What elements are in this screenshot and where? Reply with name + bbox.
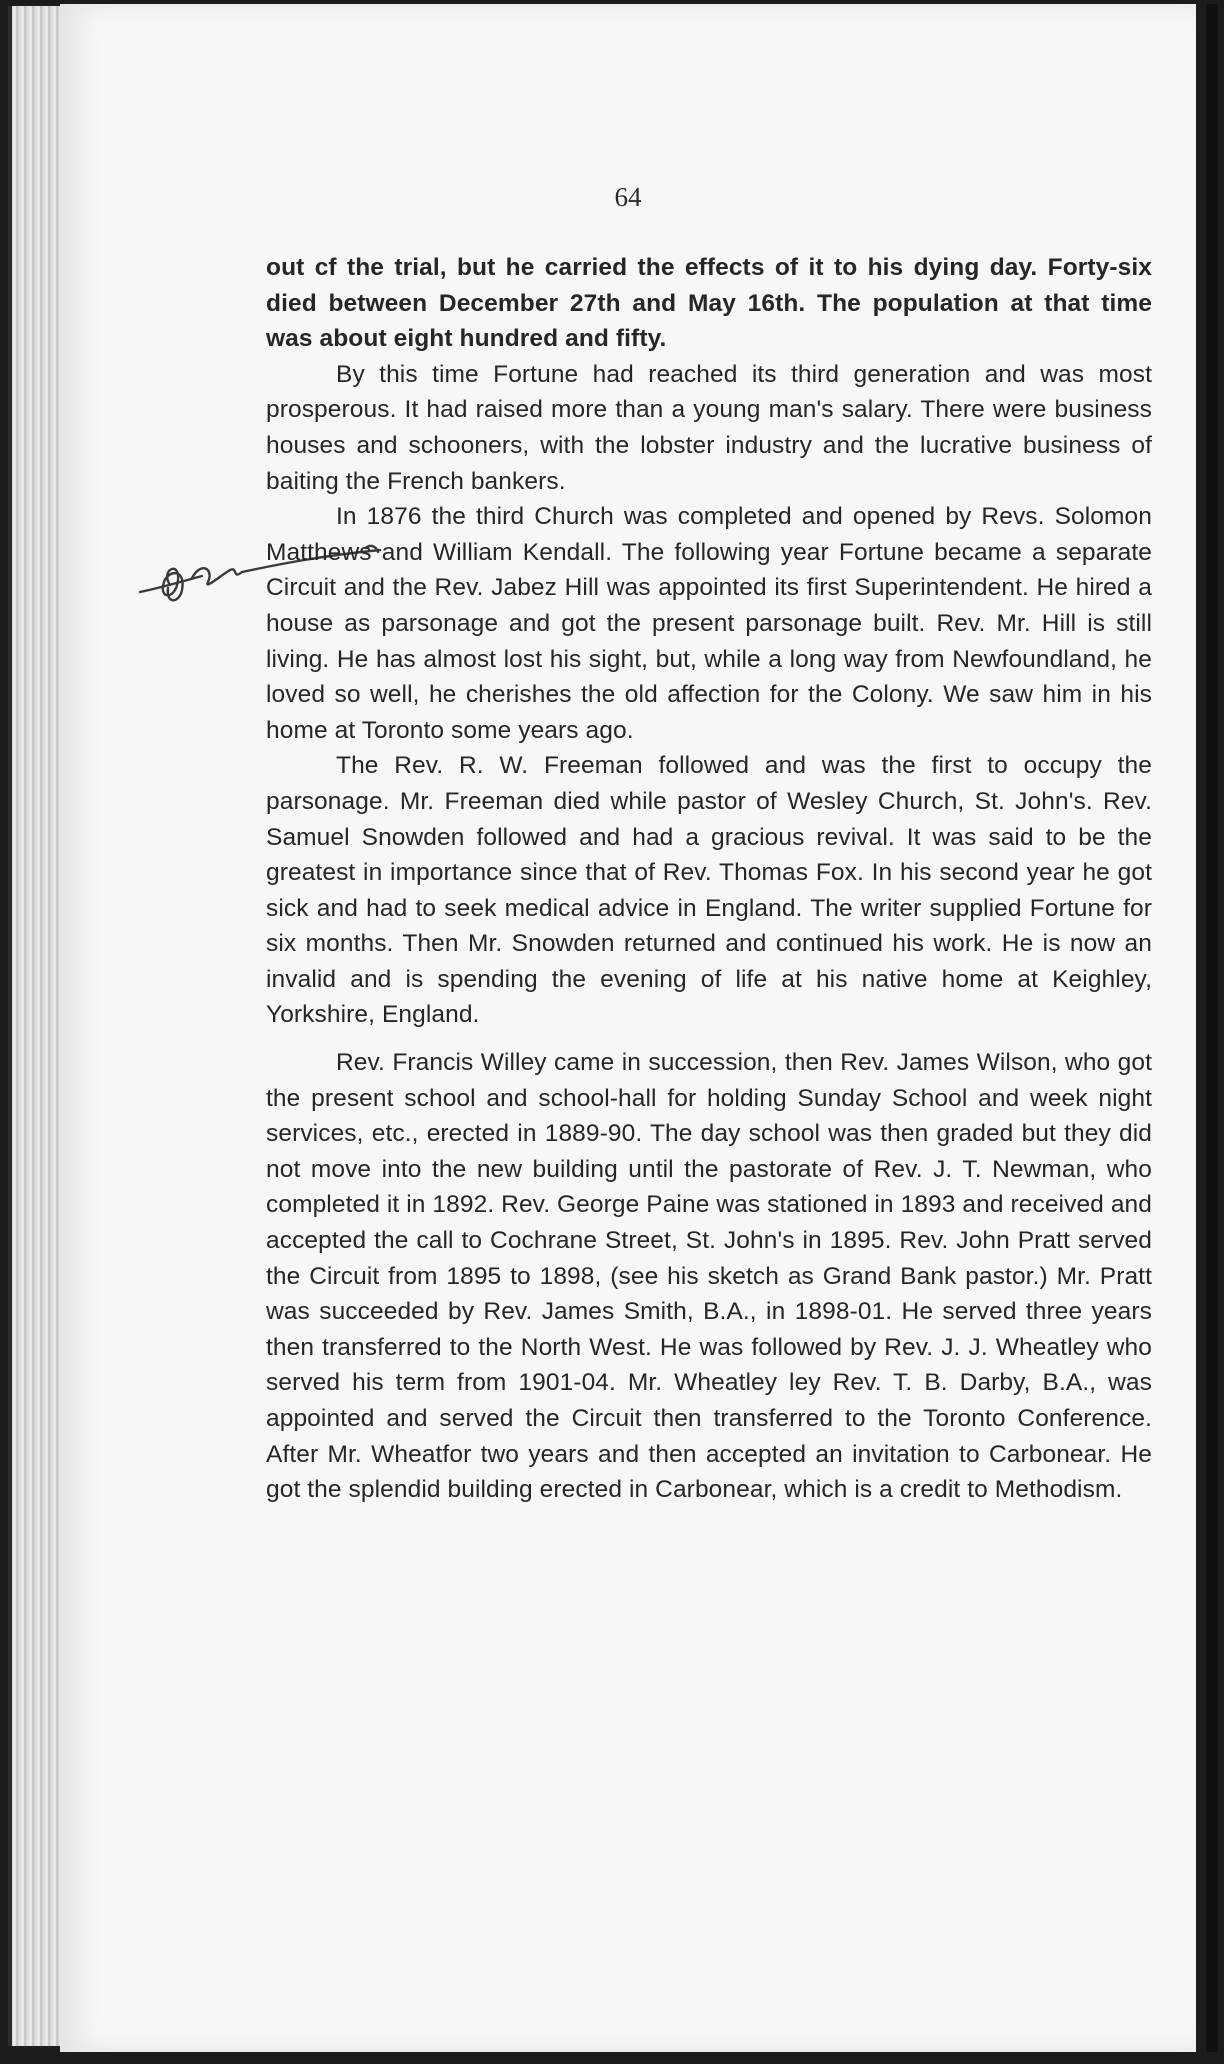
scan-right-border <box>1206 4 1218 2052</box>
paragraph: In 1876 the third Church was completed and opened by Revs. Solomon Matthews and William Kendall. The following year Fortune became a separate Circuit and the Rev. Jabez Hill was appointed its first Superintendent. He hired a house as parsonage and got the present parsonage built. Rev. Mr. Hill is still living. He has almost lost his sight, but, while a long way from Newfoundland, he loved so well, he cherishes the old affection for the Colony. We saw him in his home at Toronto some years ago. <box>266 503 1152 744</box>
page-number: 64 <box>614 182 642 212</box>
paragraph-continuation: out cf the trial, but he carried the effects of it to his dying day. Forty-six died between December 27th and May 16th. The population at that time was about eight hundred and fifty. <box>266 254 1152 353</box>
body-text <box>266 250 1152 1508</box>
paragraph: By this time Fortune had reached its third generation and was most prosperous. It had raised more than a young man's salary. There were business houses and schooners, with the lobster industry and the lucrative business of baiting the French bankers. <box>266 360 1152 495</box>
paragraph: Rev. Francis Willey came in succession, then Rev. James Wilson, who got the present school and school-hall for holding Sunday School and week night services, etc., erected in 1889-90. The day school was then graded but they did not move into the new building until the pastorate of Rev. J. T. Newman, who completed it in 1892. Rev. George Paine was stationed in 1893 and received and accepted the call to Cochrane Street, St. John's in 1895. Rev. John Pratt served the Circuit from 1895 to 1898, (see his sketch as Grand Bank pastor.) Mr. Pratt was succeeded by Rev. James Smith, B.A., in 1898-01. He served three years then transferred to the North West. He was followed by Rev. J. J. Wheatley who served his term from 1901-04. Mr. Wheatley ley Rev. T. B. Darby, B.A., was appointed and served the Circuit then transferred to the Toronto Conference. After Mr. Wheatfor two years and then accepted an invitation to Carbonear. He got the splendid building erected in Carbonear, which is a credit to Methodism. <box>266 1049 1152 1504</box>
paragraph: The Rev. R. W. Freeman followed and was the first to occupy the parsonage. Mr. Freeman died while pastor of Wesley Church, St. John's. Rev. Samuel Snowden followed and had a gracious revival. It was said to be the greatest in importance since that of Rev. Thomas Fox. In his second year he got sick and had to seek medical advice in England. The writer supplied Fortune for six months. Then Mr. Snowden returned and continued his work. He is now an invalid and is spending the evening of life at his native home at Keighley, Yorkshire, England. <box>266 752 1152 1029</box>
